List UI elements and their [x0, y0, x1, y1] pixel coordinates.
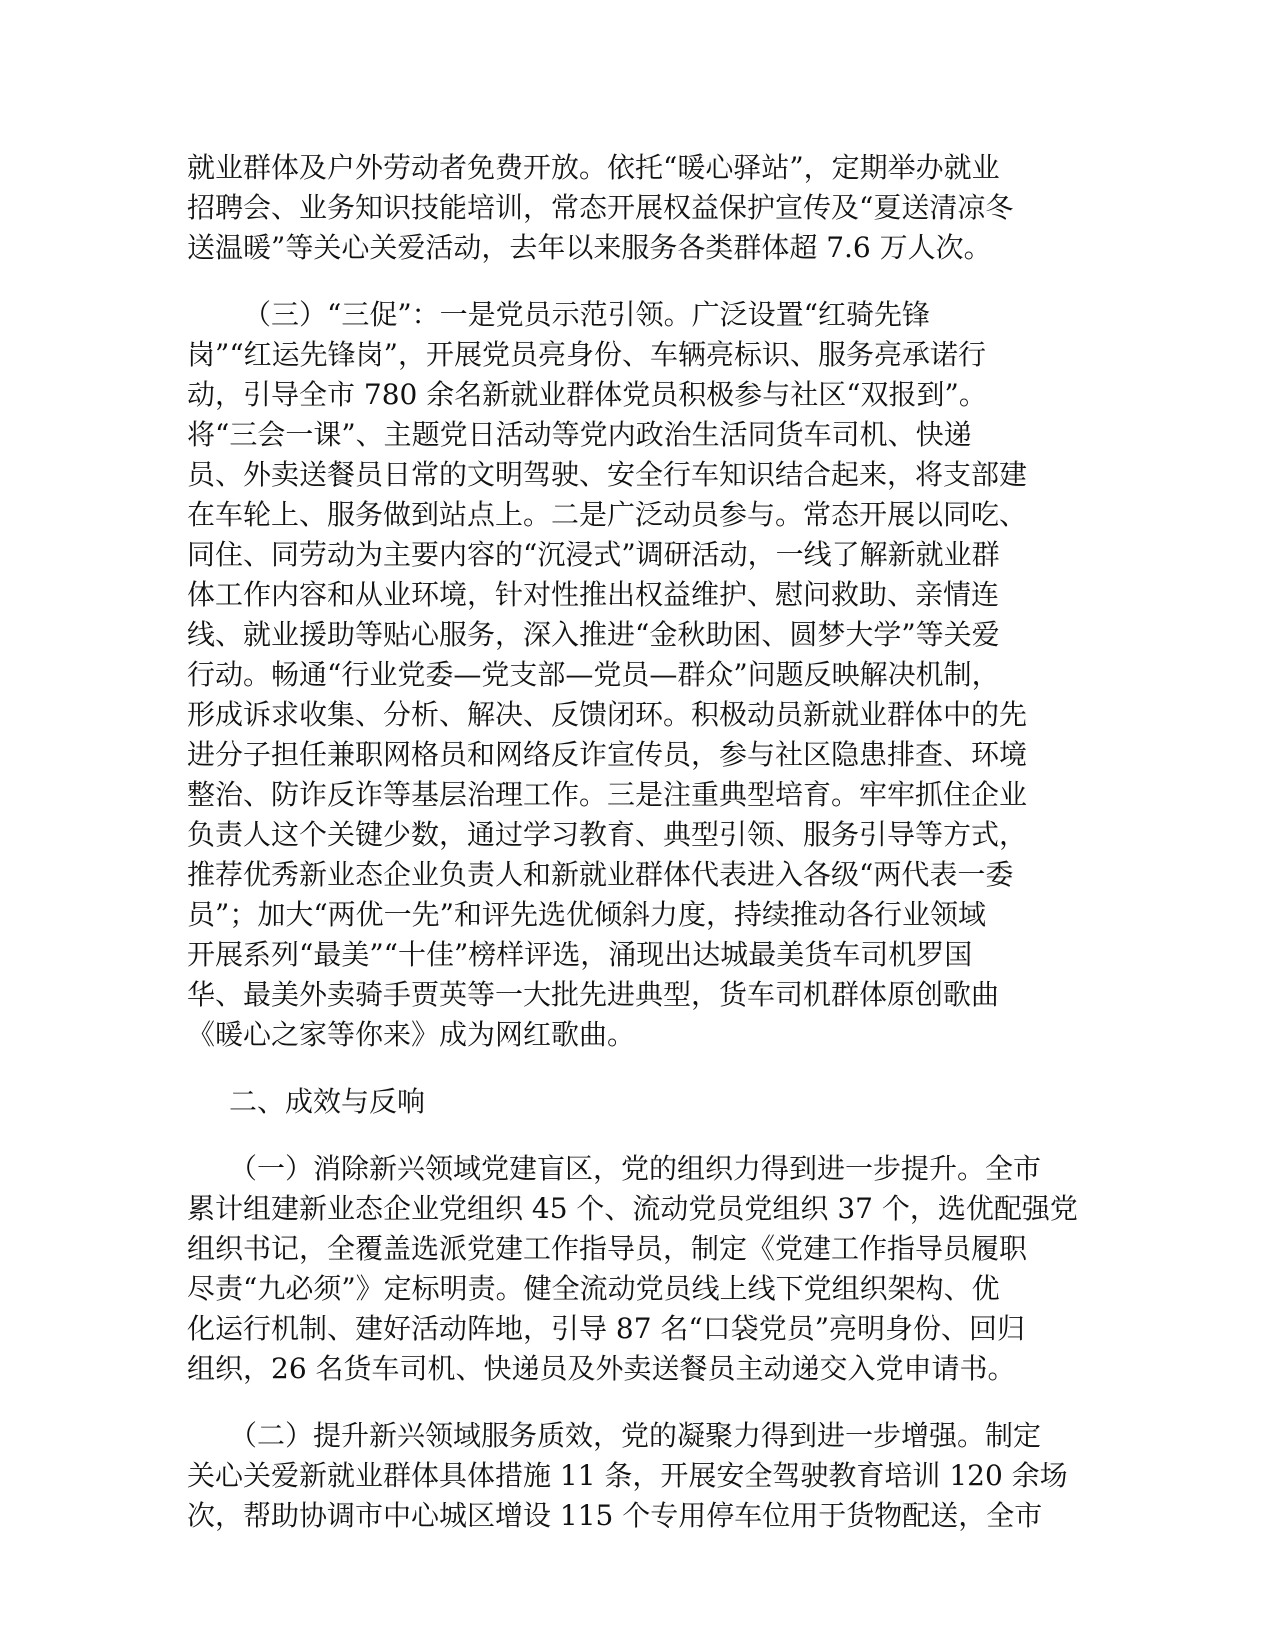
text-line: 华、最美外卖骑手贾英等一大批先进典型，货车司机群体原创歌曲: [187, 978, 1000, 1011]
paragraph-results-organization: [187, 1149, 1087, 1389]
text-line: 整治、防诈反诈等基层治理工作。三是注重典型培育。牢牢抓住企业: [187, 778, 1028, 811]
text-line: 负责人这个关键少数，通过学习教育、典型引领、服务引导等方式，: [187, 818, 1028, 851]
text-line: 形成诉求收集、分析、解决、反馈闭环。积极动员新就业群体中的先: [187, 698, 1028, 731]
text-line: 将“三会一课”、主题党日活动等党内政治生活同货车司机、快递: [187, 418, 972, 451]
text-line: 推荐优秀新业态企业负责人和新就业群体代表进入各级“两代表一委: [187, 858, 1014, 891]
text-line: 在车轮上、服务做到站点上。二是广泛动员参与。常态开展以同吃、: [187, 498, 1028, 531]
text-line: 化运行机制、建好活动阵地，引导 87 名“口袋党员”亮明身份、回归: [187, 1312, 1026, 1345]
text-line: （一）消除新兴领域党建盲区，党的组织力得到进一步提升。全市: [229, 1152, 1042, 1185]
text-line: 岗”“红运先锋岗”，开展党员亮身份、车辆亮标识、服务亮承诺行: [187, 338, 986, 371]
paragraph-service-stations: [187, 148, 1087, 268]
document-page: [187, 148, 1087, 1563]
text-line: 送温暖”等关心关爱活动，去年以来服务各类群体超 7.6 万人次。: [187, 231, 992, 264]
text-line: 线、就业援助等贴心服务，深入推进“金秋助困、圆梦大学”等关爱: [187, 618, 1000, 651]
text-line: 《暖心之家等你来》成为网红歌曲。: [187, 1018, 636, 1051]
text-line: 次，帮助协调市中心城区增设 115 个专用停车位用于货物配送，全市: [187, 1499, 1043, 1532]
text-line: （二）提升新兴领域服务质效，党的凝聚力得到进一步增强。制定: [229, 1419, 1042, 1452]
text-line: 员、外卖送餐员日常的文明驾驶、安全行车知识结合起来，将支部建: [187, 458, 1028, 491]
text-line: 开展系列“最美”“十佳”榜样评选，涌现出达城最美货车司机罗国: [187, 938, 973, 971]
text-line: 动，引导全市 780 余名新就业群体党员积极参与社区“双报到”。: [187, 378, 987, 411]
text-line: 关心关爱新就业群体具体措施 11 条，开展安全驾驶教育培训 120 余场: [187, 1459, 1068, 1492]
text-line: 组织，26 名货车司机、快递员及外卖送餐员主动递交入党申请书。: [187, 1352, 1016, 1385]
text-line: 体工作内容和从业环境，针对性推出权益维护、慰问救助、亲情连: [187, 578, 1000, 611]
text-line: 就业群体及户外劳动者免费开放。依托“暖心驿站”，定期举办就业: [187, 151, 1000, 184]
section-heading: 二、成效与反响: [229, 1085, 426, 1118]
text-line: 同住、同劳动为主要内容的“沉浸式”调研活动，一线了解新就业群: [187, 538, 1000, 571]
text-line: 组织书记，全覆盖选派党建工作指导员，制定《党建工作指导员履职: [187, 1232, 1028, 1265]
text-line: 员”；加大“两优一先”和评先选优倾斜力度，持续推动各行业领域: [187, 898, 986, 931]
paragraph-three-promotions: [187, 295, 1087, 1055]
text-line: 行动。畅通“行业党委—党支部—党员—群众”问题反映解决机制，: [187, 658, 1000, 691]
text-line: 进分子担任兼职网格员和网络反诈宣传员，参与社区隐患排查、环境: [187, 738, 1028, 771]
text-line: 尽责“九必须”》定标明责。健全流动党员线上线下党组织架构、优: [187, 1272, 1000, 1305]
text-line: 累计组建新业态企业党组织 45 个、流动党员党组织 37 个，选优配强党: [187, 1192, 1078, 1225]
text-line: 招聘会、业务知识技能培训，常态开展权益保护宣传及“夏送清凉冬: [187, 191, 1014, 224]
paragraph-results-service: [187, 1416, 1087, 1536]
text-line: （三）“三促”：一是党员示范引领。广泛设置“红骑先锋: [243, 298, 930, 331]
